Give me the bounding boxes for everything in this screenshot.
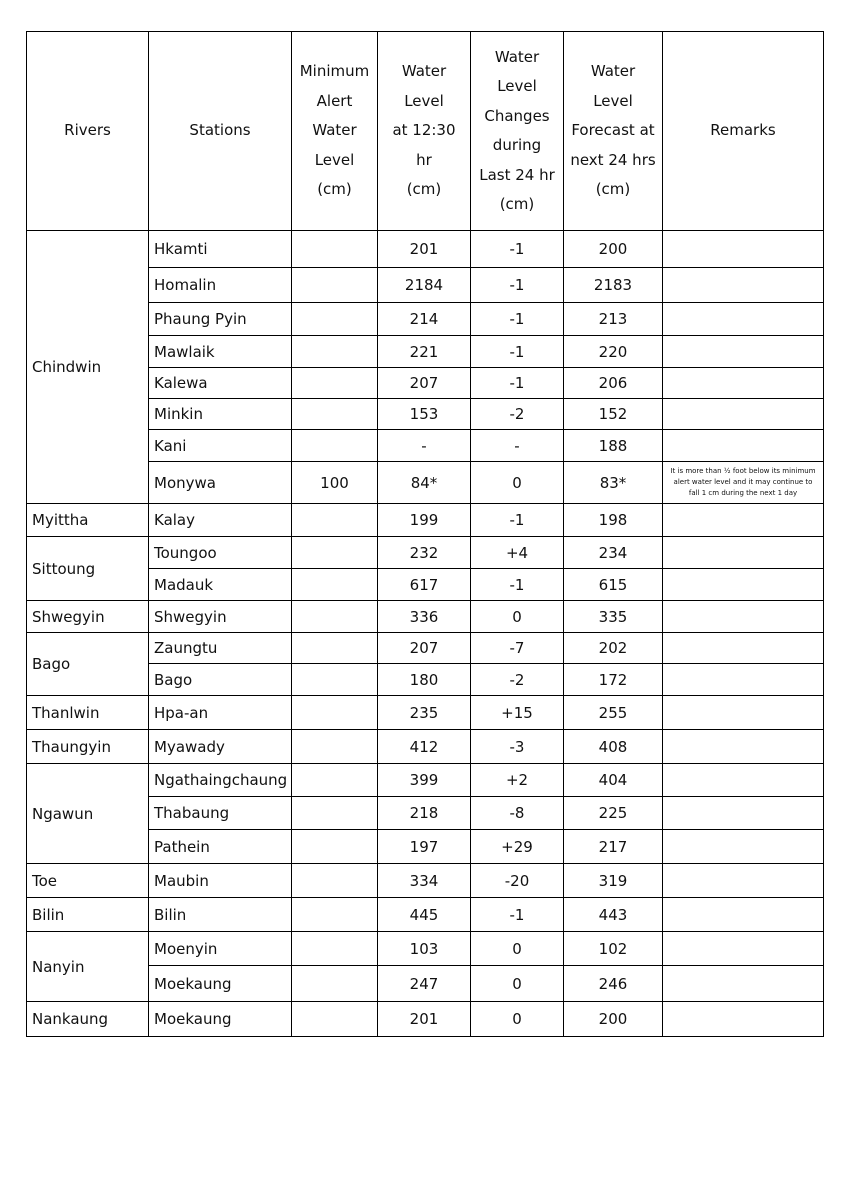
- river-cell: Nanyin: [27, 932, 149, 1002]
- min-alert-cell: [292, 864, 378, 898]
- min-alert-cell: [292, 1002, 378, 1037]
- min-alert-cell: [292, 664, 378, 696]
- station-cell: Zaungtu: [149, 633, 292, 664]
- header-row: [27, 32, 824, 231]
- min-alert-cell: [292, 303, 378, 336]
- header-changes-line: Level: [497, 77, 537, 95]
- station-cell: Shwegyin: [149, 601, 292, 633]
- forecast-cell: 213: [564, 303, 663, 336]
- water-level-cell: 201: [378, 231, 471, 268]
- change-cell: 0: [471, 601, 564, 633]
- water-level-cell: 334: [378, 864, 471, 898]
- change-cell: -2: [471, 664, 564, 696]
- station-cell: Homalin: [149, 268, 292, 303]
- change-cell: -20: [471, 864, 564, 898]
- remark-cell: [663, 268, 824, 303]
- station-cell: Bilin: [149, 898, 292, 932]
- water-level-cell: 232: [378, 537, 471, 569]
- forecast-cell: 152: [564, 399, 663, 430]
- header-changes-line: (cm): [499, 195, 535, 213]
- water-level-cell: 412: [378, 730, 471, 764]
- header-water-level-line: Water Level: [401, 62, 447, 110]
- forecast-cell: 234: [564, 537, 663, 569]
- change-cell: +29: [471, 830, 564, 864]
- change-cell: -1: [471, 898, 564, 932]
- river-cell: Chindwin: [27, 231, 149, 504]
- remark-cell: [663, 664, 824, 696]
- min-alert-cell: [292, 898, 378, 932]
- water-level-cell: 247: [378, 966, 471, 1002]
- remark-cell: [663, 303, 824, 336]
- header-forecast-line: Water: [590, 62, 636, 81]
- station-cell: Kalewa: [149, 368, 292, 399]
- table-row: [27, 537, 824, 569]
- remark-cell: [663, 966, 824, 1002]
- river-cell: Thaungyin: [27, 730, 149, 764]
- table-row: [27, 1002, 824, 1037]
- station-cell: Phaung Pyin: [149, 303, 292, 336]
- min-alert-cell: 100: [292, 462, 378, 504]
- forecast-cell: 220: [564, 336, 663, 368]
- header-remarks: Remarks: [663, 32, 824, 231]
- river-cell: Sittoung: [27, 537, 149, 601]
- remark-cell: [663, 830, 824, 864]
- remark-cell: [663, 898, 824, 932]
- change-cell: 0: [471, 1002, 564, 1037]
- forecast-cell: 2183: [564, 268, 663, 303]
- change-cell: 0: [471, 462, 564, 504]
- river-cell: Toe: [27, 864, 149, 898]
- table-row: [27, 764, 824, 797]
- remark-cell: [663, 537, 824, 569]
- min-alert-cell: [292, 601, 378, 633]
- station-cell: Hpa-an: [149, 696, 292, 730]
- remark-cell: [663, 231, 824, 268]
- min-alert-cell: [292, 368, 378, 399]
- station-cell: Mawlaik: [149, 336, 292, 368]
- header-forecast-line: Level: [593, 91, 633, 110]
- river-cell: Bilin: [27, 898, 149, 932]
- water-level-cell: 399: [378, 764, 471, 797]
- forecast-cell: 255: [564, 696, 663, 730]
- min-alert-cell: [292, 336, 378, 368]
- min-alert-cell: [292, 696, 378, 730]
- remark-cell: It is more than ½ foot below its minimum alert water level and it may continue to fall 1 cm during the next 1 day: [663, 462, 824, 504]
- change-cell: -: [471, 430, 564, 462]
- remark-cell: [663, 399, 824, 430]
- station-cell: Hkamti: [149, 231, 292, 268]
- remark-cell: [663, 764, 824, 797]
- station-cell: Thabaung: [149, 797, 292, 830]
- min-alert-cell: [292, 797, 378, 830]
- river-cell: Nankaung: [27, 1002, 149, 1037]
- table-row: [27, 231, 824, 268]
- min-alert-cell: [292, 730, 378, 764]
- change-cell: +4: [471, 537, 564, 569]
- change-cell: 0: [471, 966, 564, 1002]
- header-changes-line: Changes: [484, 106, 550, 125]
- header-forecast-line: Forecast at: [571, 121, 655, 140]
- station-cell: Moekaung: [149, 966, 292, 1002]
- remark-cell: [663, 932, 824, 966]
- remark-cell: [663, 569, 824, 601]
- forecast-cell: 225: [564, 797, 663, 830]
- min-alert-cell: [292, 231, 378, 268]
- forecast-cell: 200: [564, 231, 663, 268]
- forecast-cell: 615: [564, 569, 663, 601]
- station-cell: Moekaung: [149, 1002, 292, 1037]
- min-alert-cell: [292, 830, 378, 864]
- water-level-cell: 197: [378, 830, 471, 864]
- change-cell: -2: [471, 399, 564, 430]
- remark-cell: [663, 864, 824, 898]
- station-cell: Myawady: [149, 730, 292, 764]
- min-alert-cell: [292, 430, 378, 462]
- forecast-cell: 200: [564, 1002, 663, 1037]
- forecast-cell: 102: [564, 932, 663, 966]
- forecast-cell: 83*: [564, 462, 663, 504]
- station-cell: Bago: [149, 664, 292, 696]
- remark-cell: [663, 368, 824, 399]
- station-cell: Madauk: [149, 569, 292, 601]
- header-changes: [471, 32, 564, 231]
- table-row: [27, 504, 824, 537]
- water-level-cell: -: [378, 430, 471, 462]
- header-water-level-line: at 12:30 hr: [392, 121, 456, 169]
- forecast-cell: 188: [564, 430, 663, 462]
- forecast-cell: 319: [564, 864, 663, 898]
- header-changes-line: during: [492, 136, 542, 154]
- river-cell: Bago: [27, 633, 149, 696]
- table-row: [27, 730, 824, 764]
- change-cell: -1: [471, 336, 564, 368]
- forecast-cell: 408: [564, 730, 663, 764]
- water-level-cell: 207: [378, 633, 471, 664]
- min-alert-cell: [292, 569, 378, 601]
- water-level-cell: 445: [378, 898, 471, 932]
- header-water-level: [378, 32, 471, 231]
- min-alert-cell: [292, 932, 378, 966]
- header-stations: Stations: [149, 32, 292, 231]
- header-min-alert: [292, 32, 378, 231]
- remark-cell: [663, 797, 824, 830]
- remark-cell: [663, 1002, 824, 1037]
- header-rivers: Rivers: [27, 32, 149, 231]
- water-level-cell: 214: [378, 303, 471, 336]
- change-cell: -8: [471, 797, 564, 830]
- water-level-cell: 207: [378, 368, 471, 399]
- change-cell: -1: [471, 303, 564, 336]
- station-cell: Kani: [149, 430, 292, 462]
- water-level-cell: 103: [378, 932, 471, 966]
- station-cell: Ngathaingchaung: [149, 764, 292, 797]
- header-changes-line: Last 24 hr: [479, 165, 555, 184]
- change-cell: -1: [471, 569, 564, 601]
- remark-cell: [663, 430, 824, 462]
- river-cell: Shwegyin: [27, 601, 149, 633]
- table-row: [27, 696, 824, 730]
- water-level-cell: 180: [378, 664, 471, 696]
- header-forecast-line: next 24 hrs: [570, 150, 656, 169]
- min-alert-cell: [292, 537, 378, 569]
- forecast-cell: 172: [564, 664, 663, 696]
- header-forecast-line: (cm): [595, 180, 631, 199]
- change-cell: -1: [471, 231, 564, 268]
- forecast-cell: 246: [564, 966, 663, 1002]
- table-body: [27, 231, 824, 1037]
- forecast-cell: 202: [564, 633, 663, 664]
- change-cell: -1: [471, 504, 564, 537]
- water-level-table: [26, 31, 824, 1037]
- water-level-cell: 218: [378, 797, 471, 830]
- remark-cell: [663, 633, 824, 664]
- water-level-cell: 221: [378, 336, 471, 368]
- water-level-cell: 153: [378, 399, 471, 430]
- change-cell: -7: [471, 633, 564, 664]
- min-alert-cell: [292, 268, 378, 303]
- header-min-alert-line: Minimum: [299, 62, 370, 81]
- min-alert-cell: [292, 764, 378, 797]
- river-cell: Ngawun: [27, 764, 149, 864]
- header-changes-line: Water: [494, 47, 540, 66]
- header-min-alert-line: Alert Water: [312, 91, 357, 140]
- water-level-cell: 199: [378, 504, 471, 537]
- table-row: [27, 601, 824, 633]
- water-level-cell: 235: [378, 696, 471, 730]
- min-alert-cell: [292, 399, 378, 430]
- table-row: [27, 633, 824, 664]
- remark-cell: [663, 336, 824, 368]
- station-cell: Monywa: [149, 462, 292, 504]
- forecast-cell: 335: [564, 601, 663, 633]
- water-level-cell: 2184: [378, 268, 471, 303]
- water-level-cell: 617: [378, 569, 471, 601]
- river-cell: Thanlwin: [27, 696, 149, 730]
- water-level-cell: 201: [378, 1002, 471, 1037]
- remark-cell: [663, 601, 824, 633]
- table-row: [27, 898, 824, 932]
- header-water-level-line: (cm): [406, 180, 442, 199]
- header-min-alert-line: (cm): [317, 180, 352, 199]
- forecast-cell: 404: [564, 764, 663, 797]
- table-row: [27, 932, 824, 966]
- header-min-alert-line: Level: [314, 150, 355, 169]
- change-cell: -3: [471, 730, 564, 764]
- min-alert-cell: [292, 633, 378, 664]
- forecast-cell: 198: [564, 504, 663, 537]
- forecast-cell: 206: [564, 368, 663, 399]
- station-cell: Toungoo: [149, 537, 292, 569]
- forecast-cell: 217: [564, 830, 663, 864]
- change-cell: -1: [471, 268, 564, 303]
- remark-cell: [663, 730, 824, 764]
- forecast-cell: 443: [564, 898, 663, 932]
- change-cell: 0: [471, 932, 564, 966]
- change-cell: -1: [471, 368, 564, 399]
- river-cell: Myittha: [27, 504, 149, 537]
- change-cell: +15: [471, 696, 564, 730]
- header-forecast: [564, 32, 663, 231]
- station-cell: Kalay: [149, 504, 292, 537]
- remark-cell: [663, 504, 824, 537]
- change-cell: +2: [471, 764, 564, 797]
- remark-cell: [663, 696, 824, 730]
- station-cell: Pathein: [149, 830, 292, 864]
- station-cell: Minkin: [149, 399, 292, 430]
- water-level-cell: 336: [378, 601, 471, 633]
- station-cell: Maubin: [149, 864, 292, 898]
- water-level-cell: 84*: [378, 462, 471, 504]
- station-cell: Moenyin: [149, 932, 292, 966]
- min-alert-cell: [292, 966, 378, 1002]
- table-row: [27, 864, 824, 898]
- min-alert-cell: [292, 504, 378, 537]
